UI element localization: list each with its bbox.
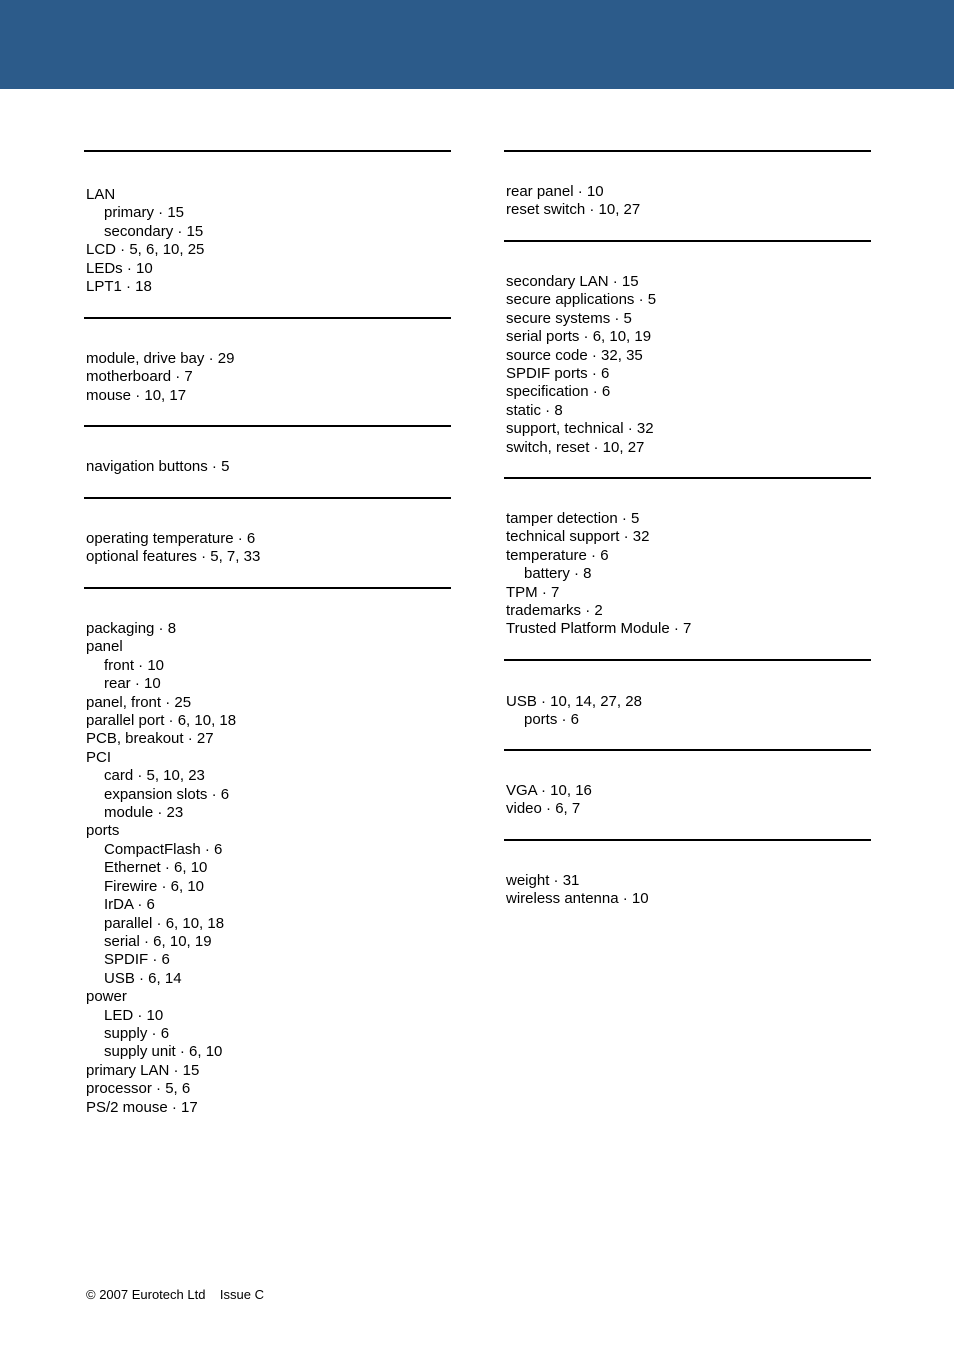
- index-section: [506, 872, 871, 909]
- section-divider: [84, 587, 451, 589]
- index-entry: technical support · 32: [506, 528, 650, 546]
- index-entry: PCB, breakout · 27: [86, 730, 214, 748]
- footer-copyright: © 2007 Eurotech Ltd: [86, 1287, 206, 1302]
- index-subentry: primary · 15: [104, 204, 185, 222]
- index-entry: navigation buttons · 5: [86, 458, 230, 475]
- index-entry: trademarks · 2: [506, 602, 603, 620]
- index-entry: LCD · 5, 6, 10, 25: [86, 241, 205, 259]
- index-entry: reset switch · 10, 27: [506, 201, 641, 219]
- index-subentry: ports · 6: [524, 711, 580, 729]
- section-divider: [504, 749, 871, 751]
- index-entry: LPT1 · 18: [86, 278, 152, 296]
- index-entry: power: [86, 988, 127, 1006]
- index-entry: mouse · 10, 17: [86, 386, 187, 404]
- index-subentry: Firewire · 6, 10: [104, 877, 205, 895]
- page-footer: [86, 1287, 264, 1303]
- section-divider: [84, 317, 451, 319]
- section-divider: [504, 659, 871, 661]
- index-section: [506, 782, 871, 819]
- index-entry: secondary LAN · 15: [506, 273, 639, 290]
- index-subentry: USB · 6, 14: [104, 969, 182, 987]
- index-entry: ports: [86, 822, 120, 840]
- index-entry: operating temperature · 6: [86, 530, 256, 547]
- index-entry: secure applications · 5: [506, 291, 657, 309]
- section-divider: [504, 150, 871, 152]
- index-entry: primary LAN · 15: [86, 1061, 200, 1079]
- index-subentry: module · 23: [104, 804, 184, 822]
- footer-issue: Issue C: [219, 1287, 264, 1302]
- index-entry: module, drive bay · 29: [86, 350, 235, 367]
- index-section: [506, 273, 871, 457]
- index-entry: PCI: [86, 748, 112, 766]
- section-divider: [84, 497, 451, 499]
- index-entry: weight · 31: [506, 872, 580, 889]
- index-section: [86, 620, 451, 1117]
- index-subentry: Ethernet · 6, 10: [104, 859, 208, 877]
- index-section: [506, 183, 871, 220]
- index-entry: PS/2 mouse · 17: [86, 1098, 198, 1116]
- index-subentry: LED · 10: [104, 1006, 164, 1024]
- index-entry: LAN: [86, 186, 116, 203]
- index-entry: VGA · 10, 16: [506, 782, 592, 799]
- index-entry: wireless antenna · 10: [506, 890, 649, 908]
- index-subentry: battery · 8: [524, 565, 592, 583]
- index-entry: source code · 32, 35: [506, 346, 643, 364]
- index-entry: TPM · 7: [506, 583, 560, 601]
- index-subentry: supply unit · 6, 10: [104, 1043, 223, 1061]
- index-entry: panel: [86, 638, 123, 656]
- section-divider: [84, 150, 451, 152]
- index-subentry: rear · 10: [104, 675, 161, 693]
- section-divider: [504, 240, 871, 242]
- index-entry: tamper detection · 5: [506, 510, 640, 527]
- index-entry: parallel port · 6, 10, 18: [86, 712, 237, 730]
- index-subentry: SPDIF · 6: [104, 951, 170, 969]
- index-entry: SPDIF ports · 6: [506, 365, 610, 383]
- index-section: [86, 350, 451, 405]
- index-subentry: front · 10: [104, 656, 165, 674]
- index-section: [86, 530, 451, 567]
- index-entry: temperature · 6: [506, 546, 609, 564]
- index-section: [506, 693, 871, 730]
- index-entry: packaging · 8: [86, 620, 177, 637]
- index-entry: panel, front · 25: [86, 693, 192, 711]
- index-entry: rear panel · 10: [506, 183, 604, 200]
- index-entry: specification · 6: [506, 383, 611, 401]
- index-entry: processor · 5, 6: [86, 1080, 191, 1098]
- section-divider: [504, 839, 871, 841]
- index-entry: USB · 10, 14, 27, 28: [506, 693, 642, 710]
- index-entry: serial ports · 6, 10, 19: [506, 328, 652, 346]
- index-subentry: CompactFlash · 6: [104, 840, 223, 858]
- index-entry: Trusted Platform Module · 7: [506, 620, 692, 638]
- index-subentry: parallel · 6, 10, 18: [104, 914, 225, 932]
- index-section: [86, 458, 451, 476]
- index-section: [506, 510, 871, 639]
- index-entry: LEDs · 10: [86, 259, 153, 277]
- index-subentry: expansion slots · 6: [104, 785, 230, 803]
- index-section: [86, 186, 451, 296]
- index-entry: motherboard · 7: [86, 368, 193, 386]
- index-subentry: secondary · 15: [104, 222, 204, 240]
- index-entry: video · 6, 7: [506, 800, 581, 818]
- index-subentry: supply · 6: [104, 1024, 170, 1042]
- index-subentry: card · 5, 10, 23: [104, 767, 205, 785]
- section-divider: [84, 425, 451, 427]
- index-entry: secure systems · 5: [506, 309, 632, 327]
- section-divider: [504, 477, 871, 479]
- index-entry: static · 8: [506, 401, 563, 419]
- index-subentry: IrDA · 6: [104, 896, 155, 914]
- index-entry: support, technical · 32: [506, 420, 654, 438]
- index-entry: optional features · 5, 7, 33: [86, 548, 261, 566]
- header-band: [0, 0, 954, 89]
- index-subentry: serial · 6, 10, 19: [104, 932, 212, 950]
- index-entry: switch, reset · 10, 27: [506, 438, 645, 456]
